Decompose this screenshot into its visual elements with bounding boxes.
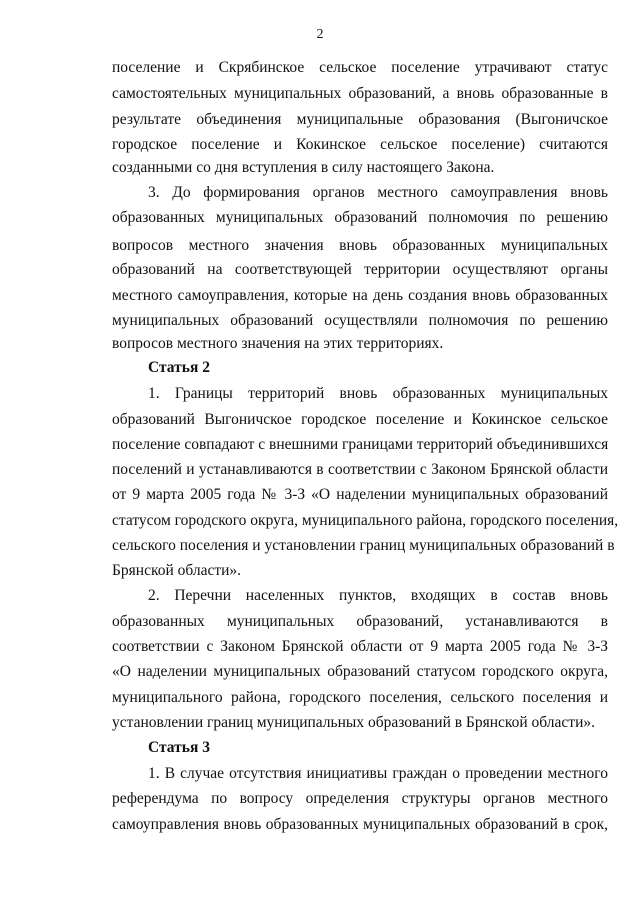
text-line: поселений и устанавливаются в соответствии с Законом Брянской области (112, 461, 608, 478)
article-heading: Статья 3 (148, 739, 210, 756)
text-line: образованных муниципальных образований, устанавливаются в (112, 613, 608, 630)
text-line: референдума по вопросу определения структуры органов местного (112, 790, 608, 807)
text-line: от 9 марта 2005 года № 3-З «О наделении муниципальных образований (112, 486, 608, 503)
text-line: поселение и Скрябинское сельское поселение утрачивают статус (112, 59, 608, 76)
text-line: 1. Границы территорий вновь образованных муниципальных (148, 385, 608, 402)
text-line: городское поселение и Кокинское сельское поселение) считаются (112, 136, 608, 153)
text-line: местного самоуправления, которые на день создания вновь образованных (112, 287, 608, 304)
text-line: Брянской области». (112, 562, 242, 579)
text-line: сельского поселения и установлении границ муниципальных образований в (112, 537, 615, 554)
text-line: статусом городского округа, муниципального района, городского поселения, (112, 512, 619, 529)
text-line: установлении границ муниципальных образований в Брянской области». (112, 714, 595, 731)
text-line: образований на соответствующей территории осуществляют органы (112, 261, 608, 278)
text-line: муниципальных образований осуществляли полномочия по решению (112, 312, 608, 329)
text-line: результате объединения муниципальные образования (Выгоничское (112, 111, 608, 128)
text-line: образований Выгоничское городское поселение и Кокинское сельское (112, 411, 608, 428)
text-line: соответствии с Законом Брянской области от 9 марта 2005 года № 3-З (112, 638, 608, 655)
page-number: 2 (316, 27, 324, 42)
text-line: вопросов местного значения на этих территориях. (112, 335, 444, 352)
text-line: 2. Перечни населенных пунктов, входящих в состав вновь (148, 587, 608, 604)
text-line: вопросов местного значения вновь образованных муниципальных (112, 237, 608, 254)
text-line: 1. В случае отсутствия инициативы граждан о проведении местного (148, 765, 608, 782)
text-line: самоуправления вновь образованных муниципальных образований в срок, (112, 816, 608, 833)
text-line: поселение совпадают с внешними границами территорий объединившихся (112, 436, 609, 453)
text-line: «О наделении муниципальных образований статусом городского округа, (112, 663, 608, 680)
text-line: самостоятельных муниципальных образований, а вновь образованные в (112, 85, 608, 102)
text-line: 3. До формирования органов местного самоуправления вновь (148, 184, 608, 201)
text-line: образованных муниципальных образований полномочия по решению (112, 209, 608, 226)
text-line: созданными со дня вступления в силу настоящего Закона. (112, 159, 495, 176)
article-heading: Статья 2 (148, 359, 210, 376)
text-line: муниципального района, городского поселения, сельского поселения и (112, 689, 608, 706)
